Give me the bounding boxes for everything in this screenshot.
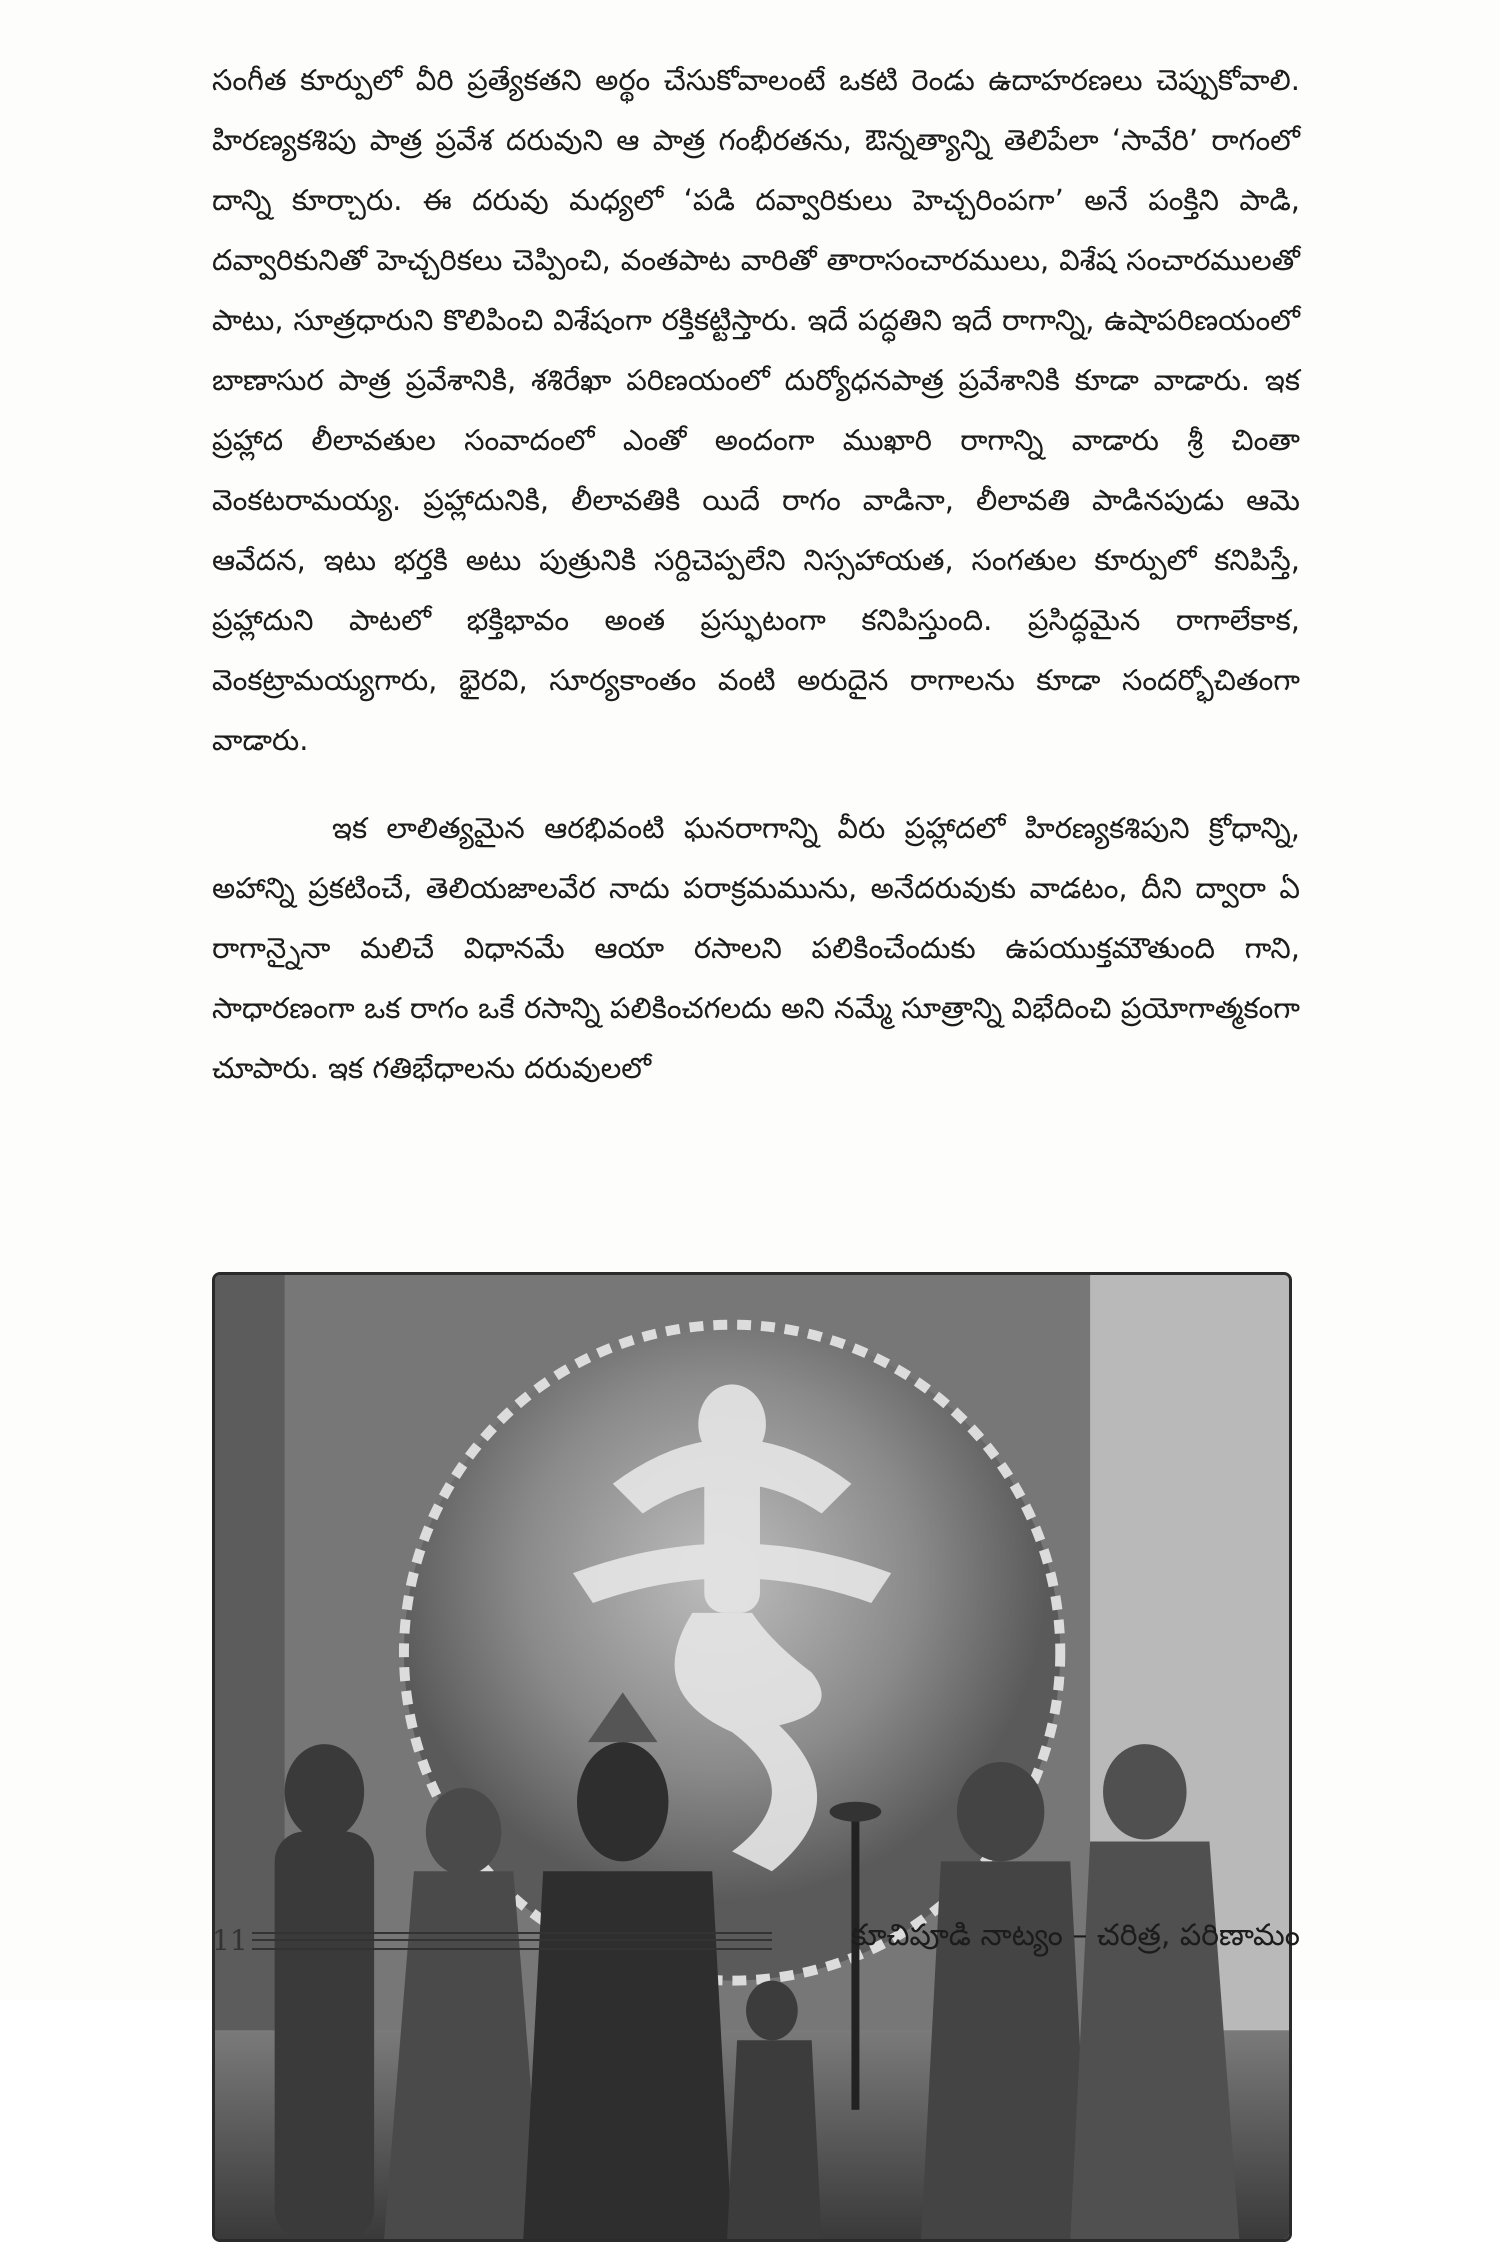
stage-performance-photo (212, 1272, 1292, 2242)
paragraph-2: ఇక లాలిత్యమైన ఆరభివంటి ఘనరాగాన్ని వీరు ప్రహ్లాదలో హిరణ్యకశిపుని క్రోధాన్ని, అహాన్ని ప్రకటించే, తెలియజాలవేర నాదు పరాక్రమమును, అనేదరువుకు వాడటం, దీని ద్వారా ఏ రాగాన్నైనా మలిచే విధానమే ఆయా రసాలని పలికించేందుకు ఉపయుక్తమౌతుంది గాని, సాధారణంగా ఒక రాగం ఒకే రసాన్ని పలికించగలదు అని నమ్మే సూత్రాన్ని విభేదించి ప్రయోగాత్మకంగా చూపారు. ఇక గతిభేధాలను దరువులలో (212, 811, 1300, 1085)
page-number: 11 (212, 1924, 248, 1957)
photo-illustration (215, 1275, 1289, 2239)
paragraph-1: సంగీత కూర్పులో వీరి ప్రత్యేకతని అర్థం చేసుకోవాలంటే ఒకటి రెండు ఉదాహరణలు చెప్పుకోవాలి. హిరణ్యకశిపు పాత్ర ప్రవేశ దరువుని ఆ పాత్ర గంభీరతను, ఔన్నత్యాన్ని తెలిపేలా ‘సావేరి’ రాగంలో దాన్ని కూర్చారు. ఈ దరువు మధ్యలో ‘పడి దవ్వారికులు హెచ్చరింపగా’ అనే పంక్తిని పాడి, దవ్వారికునితో హెచ్చరికలు చెప్పించి, వంతపాట వారితో తారాసంచారములు, విశేష సంచారములతో పాటు, సూత్రధారుని కొలిపించి విశేషంగా రక్తికట్టిస్తారు. ఇదే పద్ధతిని ఇదే రాగాన్ని, ఉషాపరిణయంలో బాణాసుర పాత్ర ప్రవేశానికి, శశిరేఖా పరిణయంలో దుర్యోధనపాత్ర ప్రవేశానికి కూడా వాడారు. ఇక ప్రహ్లాద లీలావతుల సంవాదంలో ఎంతో అందంగా ముఖారి రాగాన్ని వాడారు శ్రీ చింతా వెంకటరామయ్య. ప్రహ్లాదునికి, లీలావతికి యిదే రాగం వాడినా, లీలావతి పాడినపుడు ఆమె ఆవేదన, ఇటు భర్తకి అటు పుత్రునికి సర్దిచెప్పలేని నిస్సహాయత, సంగతుల కూర్పులో కనిపిస్తే, ప్రహ్లాదుని పాటలో భక్తిభావం అంత ప్రస్ఫుటంగా కనిపిస్తుంది. ప్రసిద్ధమైన రాగాలేకాక, వెంకట్రామయ్యగారు, భైరవి, సూర్యకాంతం వంటి అరుదైన రాగాలను కూడా సందర్భోచితంగా వాడారు. (212, 63, 1300, 757)
lamp-top (830, 1802, 882, 1822)
body-text (212, 50, 1300, 1098)
running-title: కూచిపూడి నాట్యం – చరిత్ర, పరిణామం (850, 1918, 1300, 1953)
page-footer (212, 1918, 1300, 1968)
footer-rule (252, 1932, 772, 1950)
